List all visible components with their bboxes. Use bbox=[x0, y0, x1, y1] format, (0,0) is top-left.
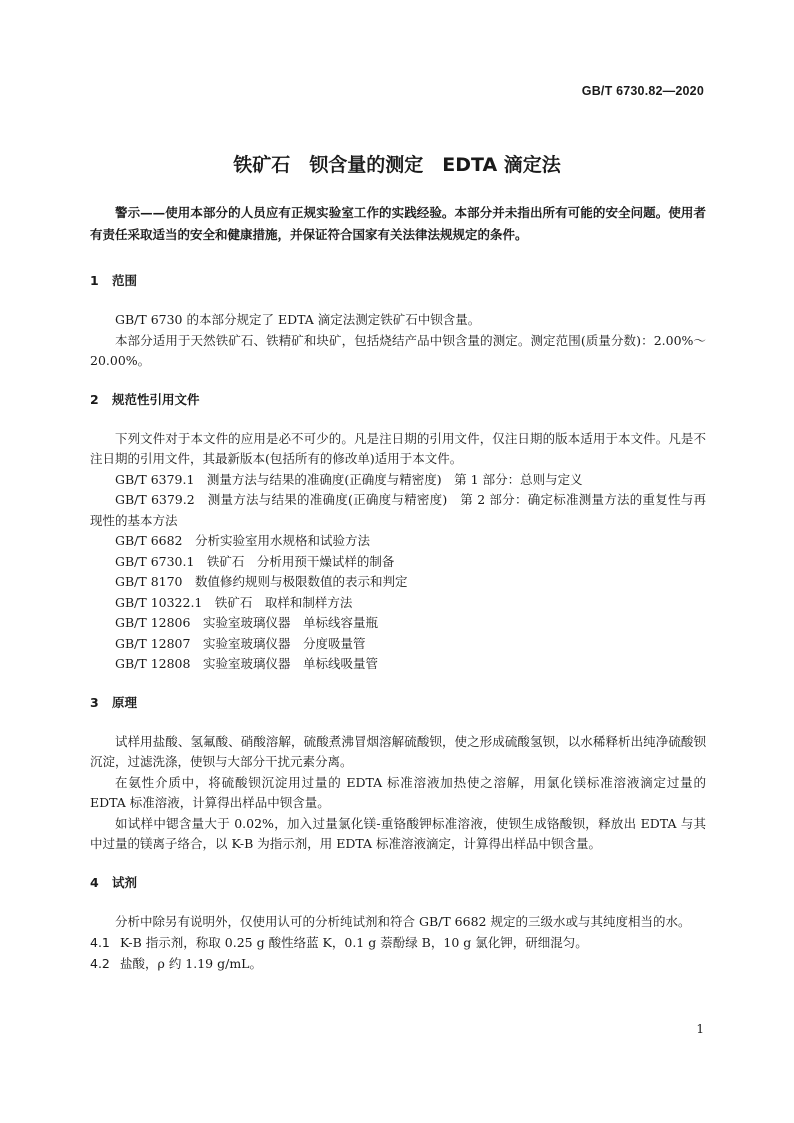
section-principle-heading bbox=[90, 693, 706, 713]
item-text: 盐酸，ρ 约 1.19 g/mL。 bbox=[120, 956, 262, 971]
section-title: 规范性引用文件 bbox=[112, 391, 200, 407]
reference-item: GB/T 6682 分析实验室用水规格和试验方法 bbox=[115, 533, 371, 548]
reference-item: GB/T 6379.1 测量方法与结果的准确度(正确度与精密度) 第 1 部分：总则与定义 bbox=[115, 471, 583, 487]
document-body bbox=[90, 202, 706, 974]
reagent-item bbox=[90, 953, 706, 974]
section-number: 3 bbox=[90, 694, 99, 710]
page-number: 1 bbox=[696, 1022, 704, 1036]
section-number: 4 bbox=[90, 874, 99, 890]
reference-item: GB/T 8170 数值修约规则与极限数值的表示和判定 bbox=[115, 574, 408, 589]
reference-item: GB/T 12807 实验室玻璃仪器 分度吸量管 bbox=[115, 635, 366, 651]
reference-item: GB/T 10322.1 铁矿石 取样和制样方法 bbox=[115, 594, 353, 610]
paragraph: 本部分适用于天然铁矿石、铁精矿和块矿，包括烧结产品中钡含量的测定。测定范围(质量分数)：2.00%～20.00%。 bbox=[90, 332, 706, 368]
safety-warning: 警示——使用本部分的人员应有正规实验室工作的实践经验。本部分并未指出所有可能的安全问题。使用者有责任采取适当的安全和健康措施，并保证符合国家有关法律法规规定的条件。 bbox=[90, 205, 706, 242]
section-reagents-heading bbox=[90, 873, 706, 893]
section-title: 范围 bbox=[112, 273, 138, 288]
paragraph: 分析中除另有说明外，仅使用认可的分析纯试剂和符合 GB/T 6682 规定的三级水或与其纯度相当的水。 bbox=[115, 913, 691, 929]
section-title: 原理 bbox=[112, 694, 138, 710]
reference-item: GB/T 12808 实验室玻璃仪器 单标线吸量管 bbox=[115, 656, 378, 671]
section-normative-references-heading bbox=[90, 390, 706, 410]
reference-item: GB/T 6730.1 铁矿石 分析用预干燥试样的制备 bbox=[115, 553, 395, 569]
section-scope-heading bbox=[90, 271, 706, 291]
standard-code: GB/T 6730.82—2020 bbox=[581, 84, 704, 98]
paragraph: 试样用盐酸、氢氟酸、硝酸溶解，硫酸煮沸冒烟溶解硫酸钡，使之形成硫酸氢钡，以水稀释析出纯净硫酸钡沉淀，过滤洗涤，使钡与大部分干扰元素分离。 bbox=[90, 733, 706, 769]
reagent-item bbox=[90, 932, 706, 953]
reference-item: GB/T 12806 实验室玻璃仪器 单标线容量瓶 bbox=[115, 615, 378, 630]
paragraph: 下列文件对于本文件的应用是必不可少的。凡是注日期的引用文件，仅注日期的版本适用于本文件。凡是不注日期的引用文件，其最新版本(包括所有的修改单)适用于本文件。 bbox=[90, 430, 706, 466]
page-title: 铁矿石 钡含量的测定 EDTA 滴定法 bbox=[233, 154, 561, 176]
section-title: 试剂 bbox=[112, 874, 138, 890]
section-number: 1 bbox=[90, 273, 99, 288]
item-text: K-B 指示剂，称取 0.25 g 酸性络蓝 K，0.1 g 萘酚绿 B，10 g 氯化钾，研细混匀。 bbox=[120, 935, 588, 950]
item-number: 4.1 bbox=[90, 935, 110, 950]
section-number: 2 bbox=[90, 391, 99, 407]
paragraph: GB/T 6730 的本部分规定了 EDTA 滴定法测定铁矿石中钡含量。 bbox=[115, 312, 481, 327]
reference-item: GB/T 6379.2 测量方法与结果的准确度(正确度与精密度) 第 2 部分：确定标准测量方法的重复性与再现性的基本方法 bbox=[90, 492, 706, 528]
paragraph: 在氨性介质中，将硫酸钡沉淀用过量的 EDTA 标准溶液加热使之溶解，用氯化镁标准溶液滴定过量的 EDTA 标准溶液，计算得出样品中钡含量。 bbox=[90, 774, 706, 810]
item-number: 4.2 bbox=[90, 956, 110, 971]
paragraph: 如试样中锶含量大于 0.02%，加入过量氯化镁-重铬酸钾标准溶液，使钡生成铬酸钡，释放出 EDTA 与其中过量的镁离子络合，以 K-B 为指示剂，用 EDTA 标准溶液滴定，计算得出样品中钡含量。 bbox=[90, 815, 706, 851]
